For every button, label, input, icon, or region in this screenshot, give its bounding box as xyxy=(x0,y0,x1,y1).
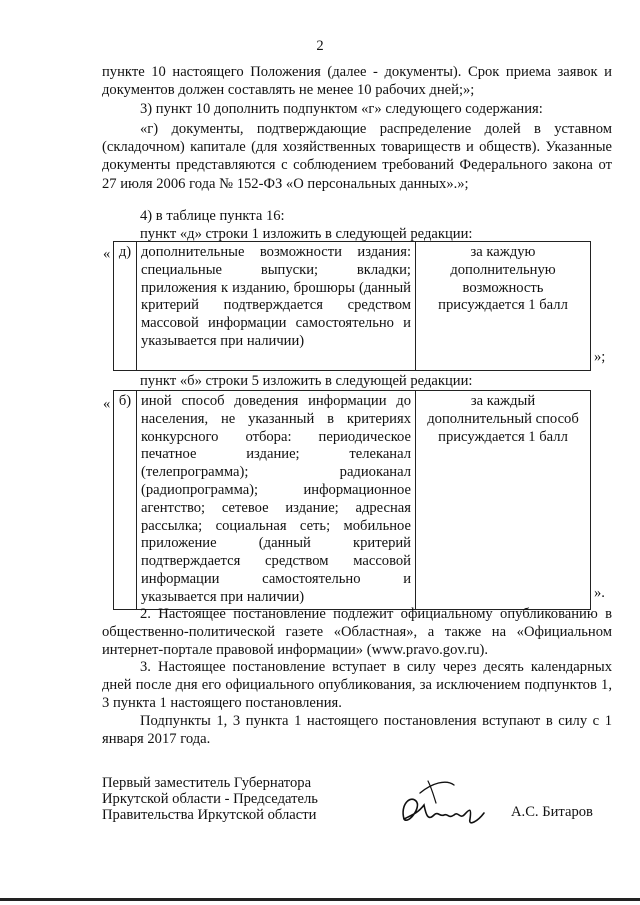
item-3-heading: 3) пункт 10 дополнить подпунктом «г» следующего содержания: xyxy=(140,101,543,117)
handwritten-signature xyxy=(398,775,502,833)
sub-d-intro: пункт «д» строки 1 изложить в следующей редакции: xyxy=(140,226,473,242)
table2-letter: б) xyxy=(114,391,137,610)
table2-score: за каждый дополнительный способ присуждается 1 балл xyxy=(416,391,591,610)
position-line-1: Первый заместитель Губернатора xyxy=(102,775,312,791)
table1-close-quote: »; xyxy=(594,349,606,365)
table2-close-quote: ». xyxy=(594,585,605,601)
signatory-position xyxy=(102,775,318,823)
intro-paragraph: пункте 10 настоящего Положения (далее - документы). Срок приема заявок и документов должен составлять не менее 10 рабочих дней;»; xyxy=(102,64,612,99)
table-row xyxy=(114,242,591,371)
table1-description: дополнительные возможности издания: специальные выпуски; вкладки; приложения к изданию, брошюры (данный критерий подтверждается средством массовой информации самостоятельно и указывается при наличии) xyxy=(137,242,416,371)
table1-open-quote: « xyxy=(103,246,111,262)
paragraph-3: 3. Настоящее постановление вступает в силу через десять календарных дней после дня его официального опубликования, за исключением подпунктов 1, 3 пункта 1 настоящего постановления. xyxy=(102,659,612,712)
table2-open-quote: « xyxy=(103,396,111,412)
table1-score: за каждую дополнительную возможность присуждается 1 балл xyxy=(416,242,591,371)
item-4-heading: 4) в таблице пункта 16: xyxy=(140,208,285,224)
table-row xyxy=(114,391,591,610)
table2-description: иной способ доведения информации до населения, не указанный в критериях конкурсного отбора: периодическое печатное издание; телеканал (телепрограмма); радиоканал (радиопрограмма); информационное агентство; сетевое издание; адресная рассылка; социальная сеть; мобильное приложение (данный критерий подтверждается средством массовой информации самостоятельно и указывается при наличии) xyxy=(137,391,416,610)
paragraph-4: Подпункты 1, 3 пункта 1 настоящего постановления вступают в силу с 1 января 2017 года. xyxy=(102,713,612,748)
bottom-scan-edge xyxy=(0,898,640,901)
sub-b-intro: пункт «б» строки 5 изложить в следующей редакции: xyxy=(140,373,473,389)
table1-letter: д) xyxy=(114,242,137,371)
criteria-table-2 xyxy=(113,390,591,610)
page-number: 2 xyxy=(316,38,324,54)
paragraph-2: 2. Настоящее постановление подлежит официальному опубликованию в общественно-политической газете «Областная», а также на «Официальном интернет-портале правовой информации» (www.pravo.gov.ru). xyxy=(102,606,612,659)
position-line-2: Иркутской области - Председатель xyxy=(102,791,318,807)
signatory-name: А.С. Битаров xyxy=(511,804,593,820)
position-line-3: Правительства Иркутской области xyxy=(102,807,317,823)
item-3-text: «г) документы, подтверждающие распределение долей в уставном (складочном) капитале (для хозяйственных товариществ и обществ). Указанные документы представляются с соблюдением требований Федерального закона от 27 июля 2006 года № 152-ФЗ «О персональных данных».»; xyxy=(102,121,612,192)
criteria-table-1 xyxy=(113,241,591,371)
